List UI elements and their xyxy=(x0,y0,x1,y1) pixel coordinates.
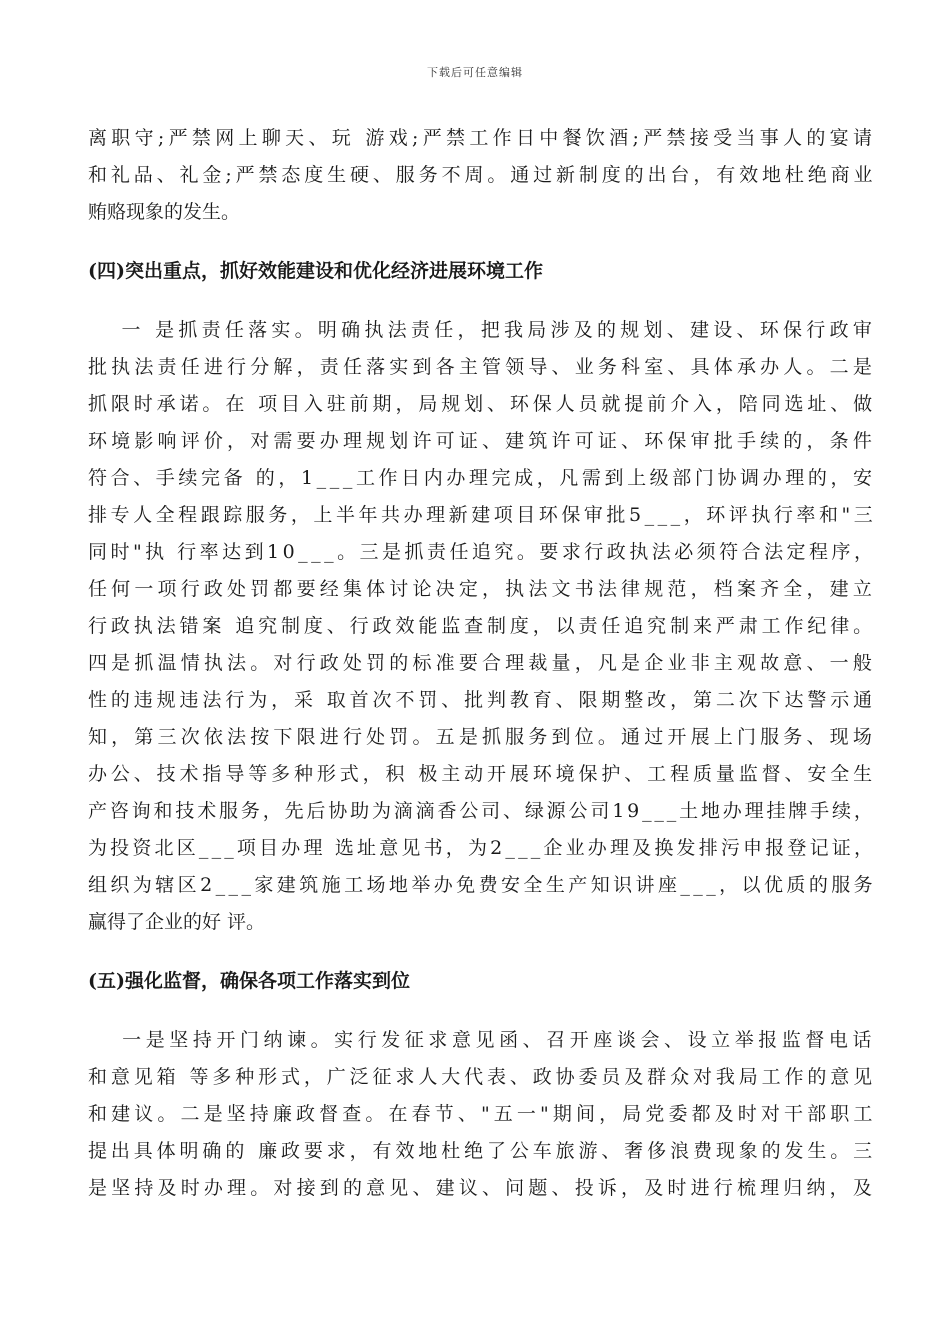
text-line: 为投资北区___项目办理 选址意见书，为2___企业办理及换发排污申报登记证， xyxy=(88,837,877,859)
page-header: 下载后可任意编辑 xyxy=(427,66,523,79)
text-line: 排专人全程跟踪服务，上半年共办理新建项目环保审批5___，环评执行率和"三 xyxy=(88,504,877,526)
text-line: 和礼品、礼金;严禁态度生硬、服务不周。通过新制度的出台，有效地杜绝商业 xyxy=(88,164,877,186)
text-line: 提出具体明确的 廉政要求，有效地杜绝了公车旅游、奢侈浪费现象的发生。三 xyxy=(88,1140,877,1162)
text-line: 行政执法错案 追究制度、行政效能监查制度，以责任追究制来严肃工作纪律。 xyxy=(88,615,877,637)
text-line: 知，第三次依法按下限进行处罚。五是抓服务到位。通过开展上门服务、现场 xyxy=(88,726,877,748)
text-line: 办公、技术指导等多种形式，积 极主动开展环境保护、工程质量监督、安全生 xyxy=(88,763,877,785)
text-line: 一 是抓责任落实。明确执法责任，把我局涉及的规划、建设、环保行政审 xyxy=(88,319,877,341)
text-line: 抓限时承诺。在 项目入驻前期，局规划、环保人员就提前介入，陪同选址、做 xyxy=(88,393,877,415)
text-line: 贿赂现象的发生。 xyxy=(88,201,241,223)
text-line: 四是抓温情执法。对行政处罚的标准要合理裁量，凡是企业非主观故意、一般 xyxy=(88,652,877,674)
text-line: 离职守;严禁网上聊天、玩 游戏;严禁工作日中餐饮酒;严禁接受当事人的宴请 xyxy=(88,127,877,149)
text-line: 组织为辖区2___家建筑施工场地举办免费安全生产知识讲座___，以优质的服务 xyxy=(88,874,877,896)
text-line: 产咨询和技术服务，先后协助为滴滴香公司、绿源公司19___土地办理挂牌手续， xyxy=(88,800,876,822)
text-line: 同时"执 行率达到10___。三是抓责任追究。要求行政执法必须符合法定程序， xyxy=(88,541,877,563)
text-line: 性的违规违法行为，采 取首次不罚、批判教育、限期整改，第二次下达警示通 xyxy=(88,689,877,711)
text-line: 是坚持及时办理。对接到的意见、建议、问题、投诉，及时进行梳理归纳，及 xyxy=(88,1177,877,1199)
text-line: 一是坚持开门纳谏。实行发征求意见函、召开座谈会、设立举报监督电话 xyxy=(88,1029,877,1051)
text-line: 任何一项行政处罚都要经集体讨论决定，执法文书法律规范，档案齐全，建立 xyxy=(88,578,877,600)
text-line: 符合、手续完备 的，1___工作日内办理完成，凡需到上级部门协调办理的，安 xyxy=(88,467,876,489)
section-heading: (五)强化监督，确保各项工作落实到位 xyxy=(88,970,410,992)
text-line: 和意见箱 等多种形式，广泛征求人大代表、政协委员及群众对我局工作的意见 xyxy=(88,1066,877,1088)
text-line: 批执法责任进行分解，责任落实到各主管领导、业务科室、具体承办人。二是 xyxy=(88,356,877,378)
text-line: 和建议。二是坚持廉政督查。在春节、"五一"期间，局党委都及时对干部职工 xyxy=(88,1103,877,1125)
section-heading: (四)突出重点，抓好效能建设和优化经济进展环境工作 xyxy=(88,260,543,282)
text-line: 环境影响评价，对需要办理规划许可证、建筑许可证、环保审批手续的，条件 xyxy=(88,430,877,452)
text-line: 赢得了企业的好 评。 xyxy=(88,911,266,933)
